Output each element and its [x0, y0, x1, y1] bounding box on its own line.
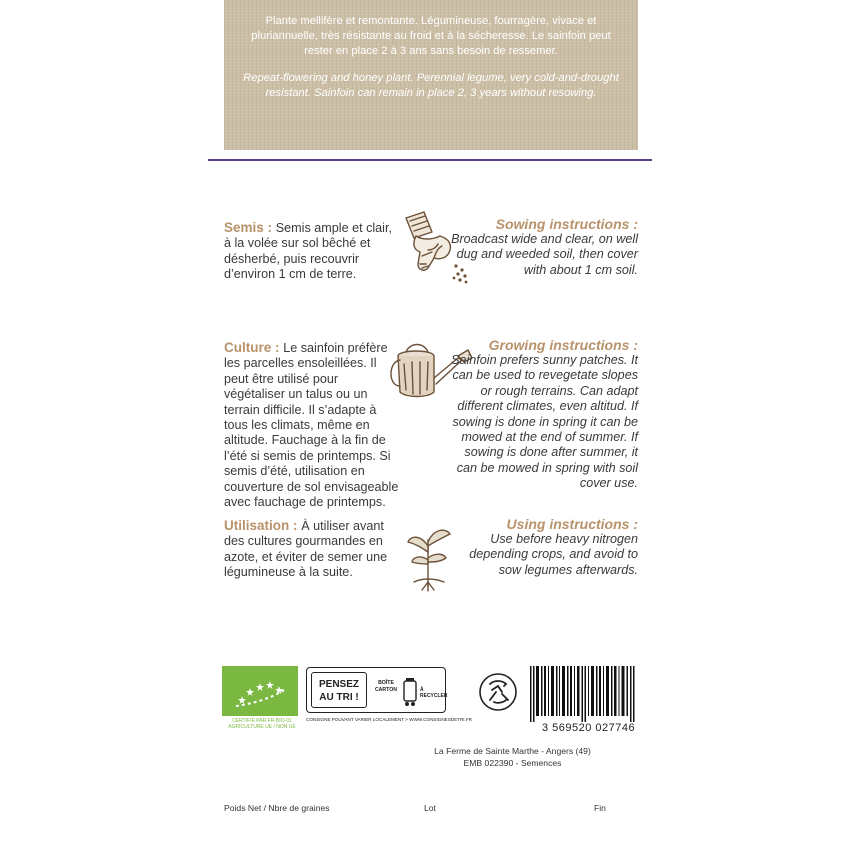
barcode-number: 3 569520 027746 [542, 722, 636, 734]
using-french-heading: Utilisation : [224, 518, 302, 533]
growing-french-text: Le sainfoin préfère les parcelles ensoleillées. Il peut être utilisé pour végétaliser un talus ou un terrain difficile. Il s’adapte à tous les climats, même en altitude. Fauchage à la fin de l’été si semis de printemps. Si semis d’été, utilisation en couverture de sol envisageable avec fauchage de printemps. [224, 341, 399, 510]
using-english [446, 516, 638, 578]
sowing-english-text: Broadcast wide and clear, on well dug and weeded soil, then cover with about 1 cm soil. [451, 232, 638, 277]
sowing-french-heading: Semis : [224, 220, 276, 235]
organic-origin: AGRICULTURE UE / NON UE [228, 724, 296, 730]
triman-box-line1: BOÎTE [378, 680, 394, 686]
company-info [425, 745, 600, 769]
triman-symbol-icon [478, 672, 518, 712]
triman-box-label [373, 680, 399, 694]
growing-french [224, 340, 402, 510]
sowing-french-text: Semis ample et clair, à la volée sur sol bêché et désherbé, puis recouvrir d’environ 1 cm de terre. [224, 221, 392, 282]
company-name: La Ferme de Sainte Marthe - Angers (49) [434, 746, 591, 756]
intro-french: Plante mellifère et remontante. Légumineuse, fourragère, vivace et pluriannuelle, très résistante au froid et à la sécheresse. Le sainfoin peut rester en place 2 à 3 ans sans besoin de ressemer. [251, 15, 611, 57]
triman-recycle-text: À RECYCLER [420, 687, 448, 699]
using-english-text: Use before heavy nitrogen depending crops, and avoid to sow legumes afterwards. [469, 532, 638, 577]
sowing-english [446, 216, 638, 278]
lot-label: Lot [424, 803, 436, 813]
using-french-text: À utiliser avant des cultures gourmandes en azote, et éviter de semer une légumineuse à la suite. [224, 519, 388, 580]
organic-certification-code: CERTIFIÉ PAR FR-BIO-01 [232, 718, 292, 724]
company-emb: EMB 022390 - Semences [463, 758, 562, 768]
net-weight-label: Poids Net / Nbre de graines [224, 803, 330, 813]
triman-box-line2: CARTON [374, 687, 398, 693]
using-english-heading: Using instructions : [506, 516, 638, 532]
triman-recycling-box [306, 667, 446, 713]
triman-label: PENSEZ AU TRI ! [311, 672, 367, 708]
sowing-english-heading: Sowing instructions : [495, 216, 638, 232]
growing-english [446, 337, 638, 492]
eu-organic-leaf-icon [222, 666, 298, 716]
intro-english: Repeat-flowering and honey plant. Perennial legume, very cold-and-drought resistant. Sainfoin can remain in place 2, 3 years without resowing. [243, 72, 619, 99]
divider-line [208, 159, 652, 161]
growing-french-heading: Culture : [224, 340, 284, 355]
eu-organic-text [222, 718, 302, 730]
growing-english-text: Sainfoin prefers sunny patches. It can be used to revegetate slopes or rough terrains. Can adapt different climates, even altitud. If sowing is done in spring it can be mowed at the end of summer. If sowing is done after summer, it can be mowed in spring with soil cover use. [451, 353, 638, 491]
recycle-bin-icon [402, 675, 418, 707]
recycling-notice: CONSIGNE POUVANT VARIER LOCALEMENT > WWW.CONSIGNESDETRI.FR [306, 717, 472, 722]
barcode-icon [530, 666, 638, 722]
growing-english-heading: Growing instructions : [488, 337, 638, 353]
sowing-french [224, 220, 402, 283]
using-french [224, 518, 402, 581]
eu-organic-logo [222, 666, 298, 716]
end-label: Fin [594, 803, 606, 813]
intro-panel [224, 0, 638, 150]
